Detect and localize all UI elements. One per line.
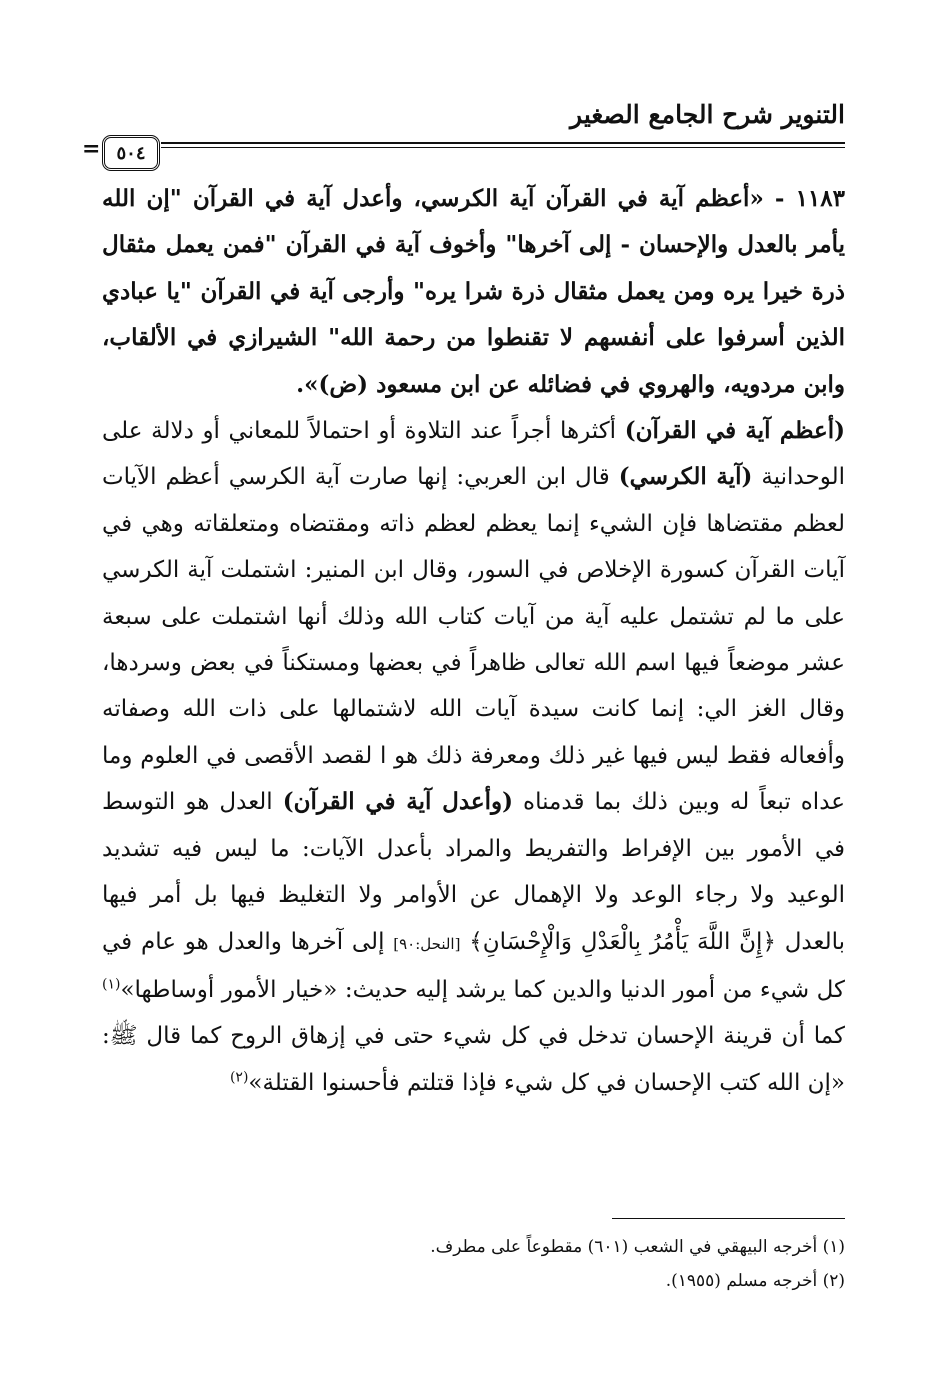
footnote-item: (٢) أخرجه مسلم (١٩٥٥).	[665, 1271, 845, 1291]
footnote-separator	[612, 1218, 845, 1219]
commentary-term-adal: (وأعدل آية في القرآن)	[282, 788, 514, 816]
commentary-text-c: العدل هو التوسط في الأمور بين الإفراط والتفريط والمراد بأعدل الآيات: ما ليس فيه تشديد الوعيد ولا رجاء الوعد ولا الإهمال عن الأوامر ولا التغليظ فيها بل أمر فيها بالعدل	[102, 789, 846, 955]
quran-quote: ﴿إِنَّ اللَّهَ يَأْمُرُ بِالْعَدْلِ وَالْإِحْسَانِ﴾	[469, 928, 776, 955]
footnotes	[102, 1230, 845, 1298]
commentary-text-b: قال ابن العربي: إنها صارت آية الكرسي أعظم الآيات لعظم مقتضاها فإن الشيء إنما يعظم لعظم ذاته ومقتضاه ومتعلقاته وهي في آيات القرآن كسورة الإخلاص في السور، وقال ابن المنير: اشتملت آية الكرسي على ما لم تشتمل عليه آية من آيات كتاب الله وذلك أنها اشتملت على سبعة عشر موضعاً فيها اسم الله تعالى ظاهراً في بعضها ومستكناً في بعض وسردها، وقال الغز الي: إنما كانت سيدة آيات الله لاشتمالها على ذات الله وصفاته وأفعاله فقط ليس فيها غير ذلك ومعرفة ذلك هو ا لقصد الأقصى في العلوم وما عداه تبعاً له وبين ذلك بما قدمناه	[102, 464, 845, 816]
main-text	[102, 176, 845, 1106]
hadith-text: ١١٨٣ - «أعظم آية في القرآن آية الكرسي، وأعدل آية في القرآن "إن الله يأمر بالعدل والإحسان - إلى آخرها" وأخوف آية في القرآن "فمن يعمل مثقال ذرة خيرا يره ومن يعمل مثقال ذرة شرا يره" وأرجى آية في القرآن "يا عبادي الذين أسرفوا على أنفسهم لا تقنطوا من رحمة الله" الشيرازي في الألقاب، وابن مردويه، والهروي في فضائله عن ابن مسعود (ض)».	[102, 185, 845, 398]
header-rule-top	[161, 142, 845, 144]
footnote-marker-2: (٢)	[229, 1069, 249, 1086]
commentary-text-a: أكثرها أجراً عند التلاوة أو احتمالاً للمعاني أو دلالة على الوحدانية	[102, 418, 845, 491]
page-number-dash: =	[82, 136, 101, 162]
footnote-marker-1: (١)	[102, 976, 121, 993]
commentary-paragraph	[102, 408, 845, 1106]
commentary-heading-term: (أعظم آية في القرآن)	[624, 417, 845, 445]
commentary-text-d: إلى آخرها والعدل هو عام في كل شيء من أمور الدنيا والدين كما يرشد إليه حديث: «خيار الأمور أوساطها»	[102, 928, 845, 1003]
page-header-title: التنوير شرح الجامع الصغير	[570, 100, 845, 129]
commentary-term-ayat-kursi: (آية الكرسي)	[618, 463, 753, 491]
page-number: ٥٠٤	[102, 135, 160, 171]
quran-reference: [النحل:٩٠]	[393, 934, 461, 953]
commentary-text-e: كما أن قرينة الإحسان تدخل في كل شيء حتى في إزهاق الروح كما قال ﷺ: «إن الله كتب الإحسان في كل شيء فإذا قتلتم فأحسنوا القتلة»	[102, 1023, 845, 1096]
header-rule-bottom	[161, 147, 845, 148]
footnote-item: (١) أخرجه البيهقي في الشعب (٦٠١) مقطوعاً على مطرف.	[430, 1237, 845, 1257]
